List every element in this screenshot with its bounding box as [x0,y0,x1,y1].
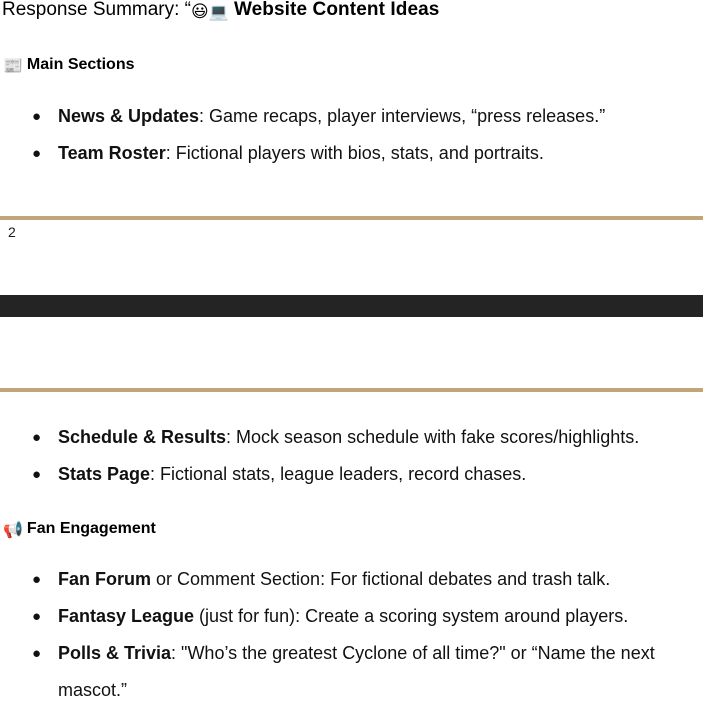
section-heading-label: Main Sections [26,56,135,73]
list-item-label: Schedule & Results [58,427,227,447]
bullet-list-main-sections-continued [0,419,703,493]
page-footer-rule [0,216,703,220]
list-item-text: : Mock season schedule with fake scores/highlights. [226,427,640,447]
section-heading-label: Fan Engagement [26,520,156,537]
bullet-list-main-sections [0,98,703,172]
list-item [0,635,703,709]
bullet-dot-icon: ● [32,571,42,588]
list-item-label: Polls & Trivia [58,643,172,663]
list-item-label: Fantasy League [58,606,195,626]
list-item-label: News & Updates [58,106,200,126]
smiling-face-icon: 😃 [191,2,209,22]
section-heading-fan-engagement [3,518,156,541]
list-item-label: Fan Forum [58,569,151,589]
page-header-rule [0,388,703,392]
list-item [0,419,703,456]
list-item-text: : "Who’s the greatest Cyclone of all time?" or “Name the next mascot.” [58,643,655,700]
bullet-dot-icon: ● [32,608,42,625]
list-item [0,98,703,135]
bullet-dot-icon: ● [32,108,42,125]
response-summary-prefix: Response Summary: “ [2,0,192,20]
newspaper-icon: 📰 [3,56,23,75]
list-item-text: (just for fun): Create a scoring system around players. [194,606,629,626]
list-item-label: Stats Page [58,464,151,484]
bullet-list-fan-engagement [0,561,703,709]
page-number: 2 [8,224,16,240]
laptop-icon: 💻 [208,2,229,21]
bullet-dot-icon: ● [32,466,42,483]
list-item [0,598,703,635]
list-item-text: or Comment Section: For fictional debates and trash talk. [151,569,611,589]
list-item-text: : Fictional players with bios, stats, and portraits. [165,143,544,163]
response-summary-heading [2,0,439,26]
list-item-label: Team Roster [58,143,166,163]
page-separator-band [0,295,703,317]
list-item [0,561,703,598]
response-summary-title: Website Content Ideas [233,0,440,20]
list-item [0,135,703,172]
section-heading-main-sections [3,54,135,77]
list-item-text: : Fictional stats, league leaders, record chases. [150,464,527,484]
bullet-dot-icon: ● [32,429,42,446]
list-item-text: : Game recaps, player interviews, “press releases.” [199,106,606,126]
bullet-dot-icon: ● [32,145,42,162]
megaphone-icon: 📢 [3,520,23,539]
bullet-dot-icon: ● [32,645,42,662]
list-item [0,456,703,493]
